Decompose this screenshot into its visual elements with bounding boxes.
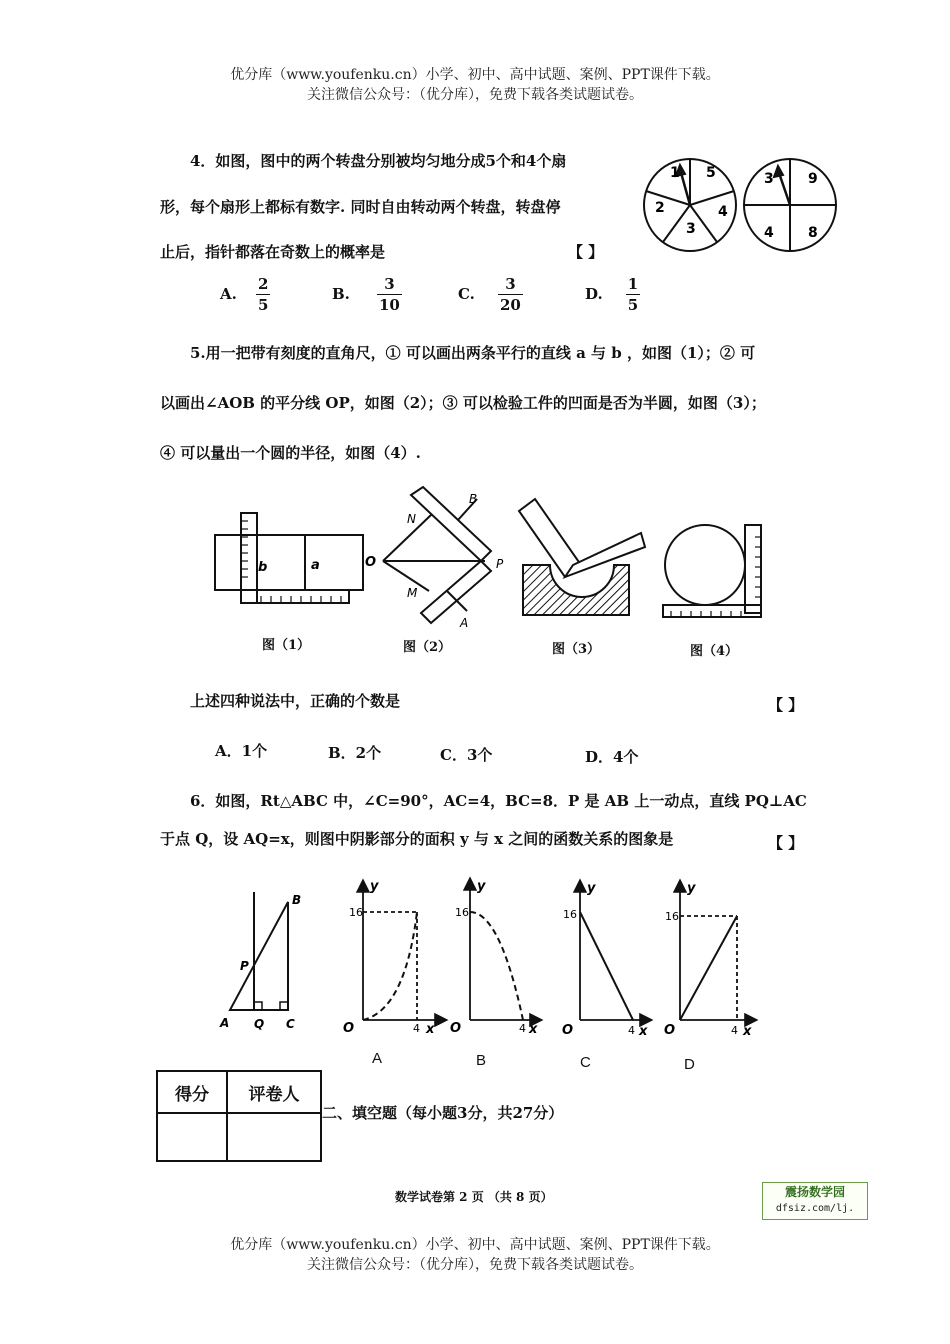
fig4-caption: 图（4） [690, 644, 739, 659]
option-label: C. [458, 285, 475, 303]
graph-b [470, 880, 540, 1020]
fig2-label-n: N [407, 512, 416, 526]
q4-option-d [585, 274, 640, 315]
graph-d-y-value: 16 [665, 910, 679, 923]
graph-a-x-label: x [426, 1022, 435, 1037]
graph-c-origin: O [562, 1023, 574, 1038]
fraction-numerator: 1 [627, 275, 639, 293]
graph-a [363, 882, 445, 1020]
q5-line-2: 以画出∠AOB 的平分线 OP，如图（2）；③ 可以检验工件的凹面是否为半圆，如图（3）； [160, 394, 766, 412]
graph-b-x-label: x [529, 1022, 538, 1037]
grader-cell[interactable] [227, 1113, 321, 1161]
fraction-denominator: 20 [500, 296, 521, 314]
score-header: 得分 [157, 1071, 227, 1113]
q6-answer-bracket: 【 】 [768, 834, 804, 852]
fraction-denominator: 5 [257, 296, 269, 314]
fig2-label-b: B [469, 492, 478, 506]
q5-question: 上述四种说法中，正确的个数是 [190, 692, 401, 710]
spinner1-sector-label: 1 [670, 165, 680, 181]
tri-label-b: B [292, 893, 302, 907]
option-label: D. [585, 285, 603, 303]
graph-c-x-value: 4 [628, 1024, 635, 1037]
graph-c-y-label: y [587, 881, 596, 896]
footer-line-1: 优分库（www.youfenku.cn）小学、初中、高中试题、案例、PPT课件下载。 [230, 1237, 720, 1253]
fraction-numerator: 3 [377, 274, 402, 295]
fraction [626, 274, 640, 315]
graph-b-origin: O [450, 1021, 462, 1036]
q5-figures [205, 485, 775, 635]
fraction [498, 274, 523, 315]
q4-answer-bracket: 【 】 [568, 243, 604, 261]
header-line-2: 关注微信公众号：（优分库），免费下载各类试题试卷。 [307, 87, 643, 103]
fraction-denominator: 5 [627, 296, 639, 314]
fig2-label-o: O [365, 555, 377, 570]
graph-a-x-value: 4 [413, 1022, 420, 1035]
q4-option-c [458, 274, 523, 315]
fig2-angle-bisector [383, 487, 491, 623]
fig3-caption: 图（3） [552, 642, 601, 657]
fig2-caption: 图（2） [403, 640, 452, 655]
graph-d-y-label: y [687, 881, 696, 896]
graph-label-d: D [684, 1056, 695, 1073]
graph-a-y-value: 16 [349, 906, 363, 919]
q5-line-3: ④ 可以量出一个圆的半径，如图（4）. [160, 444, 421, 462]
spinner1-sector-label: 4 [718, 204, 728, 220]
fraction-numerator: 2 [257, 275, 269, 293]
graph-label-b: B [476, 1052, 487, 1069]
spinner1-sector-label: 5 [706, 165, 716, 181]
tri-label-q: Q [254, 1017, 265, 1031]
q5-option-d: D．4个 [585, 748, 639, 766]
spinner1-sector-label: 3 [686, 221, 696, 237]
graph-a-y-label: y [370, 879, 379, 894]
q4-line-1: 4．如图，图中的两个转盘分别被均匀地分成5个和4个扇 [190, 152, 567, 170]
fraction-numerator: 3 [498, 274, 523, 295]
graph-c [580, 882, 650, 1020]
tri-label-p: P [240, 959, 249, 973]
fraction-denominator: 10 [379, 296, 400, 314]
graph-c-x-label: x [639, 1024, 648, 1039]
q5-option-a: A．1个 [215, 742, 268, 760]
graph-b-y-value: 16 [455, 906, 469, 919]
q6-triangle-figure [210, 890, 310, 1035]
graph-label-c: C [580, 1054, 591, 1071]
graph-d-x-value: 4 [731, 1024, 738, 1037]
grader-header: 评卷人 [227, 1071, 321, 1113]
q5-option-b: B．2个 [328, 744, 382, 762]
q5-answer-bracket: 【 】 [768, 696, 804, 714]
q4-option-b [332, 274, 402, 315]
spinner-figure [640, 145, 840, 270]
site-logo[interactable] [762, 1182, 868, 1220]
q6-graphs [335, 870, 765, 1045]
spinner2-sector-label: 3 [764, 171, 774, 187]
score-table [156, 1070, 322, 1162]
footer-line-2: 关注微信公众号：（优分库），免费下载各类试题试卷。 [307, 1257, 643, 1273]
fraction [377, 274, 402, 315]
tri-label-a: A [220, 1016, 230, 1030]
fig1-label-b: b [258, 560, 268, 575]
q4-line-2: 形，每个扇形上都标有数字. 同时自由转动两个转盘，转盘停 [160, 198, 561, 216]
header-line-1: 优分库（www.youfenku.cn）小学、初中、高中试题、案例、PPT课件下载。 [230, 67, 720, 83]
q4-option-a [220, 274, 270, 315]
page-number: 数学试卷第 2 页 （共 8 页） [395, 1190, 553, 1204]
section-2-title: 二、填空题（每小题3分，共27分） [322, 1104, 564, 1122]
graph-b-y-label: y [477, 879, 486, 894]
graph-d [680, 882, 755, 1020]
graph-label-a: A [372, 1050, 383, 1067]
q5-line-1: 5.用一把带有刻度的直角尺，① 可以画出两条平行的直线 a 与 b ，如图（1）；② 可 [190, 344, 756, 362]
option-label: A. [220, 285, 237, 303]
q5-option-c: C．3个 [440, 746, 493, 764]
fraction [256, 274, 270, 315]
q4-line-3: 止后，指针都落在奇数上的概率是 [160, 243, 386, 261]
option-label: B. [332, 285, 350, 303]
graph-c-y-value: 16 [563, 908, 577, 921]
graph-b-x-value: 4 [519, 1022, 526, 1035]
fig4-radius-measure [663, 525, 761, 617]
fig2-label-a: A [460, 616, 469, 630]
logo-url: dfsiz.com/lj. [775, 1203, 855, 1214]
spinner1-sector-label: 2 [655, 200, 665, 216]
fig3-semicircle-check [519, 499, 645, 615]
score-cell[interactable] [157, 1113, 227, 1161]
spinner2-sector-label: 9 [808, 171, 818, 187]
fig2-label-p: P [496, 557, 504, 571]
fig2-label-m: M [407, 586, 418, 600]
spinner2-sector-label: 8 [808, 225, 818, 241]
fig1-caption: 图（1） [262, 638, 311, 653]
graph-d-x-label: x [743, 1024, 752, 1039]
q6-line-1: 6．如图，Rt△ABC 中，∠C=90°，AC=4，BC=8．P 是 AB 上一动点，直线 PQ⊥AC [190, 792, 807, 810]
logo-title: 震扬数学园 [784, 1185, 845, 1199]
q6-line-2: 于点 Q，设 AQ=x，则图中阴影部分的面积 y 与 x 之间的函数关系的图象是 [160, 830, 674, 848]
fig1-parallel-lines [215, 513, 363, 603]
tri-label-c: C [286, 1017, 295, 1031]
graph-a-origin: O [343, 1021, 355, 1036]
fig1-label-a: a [311, 558, 320, 573]
spinner2-sector-label: 4 [764, 225, 774, 241]
spinner-four-sector [744, 159, 836, 251]
graph-d-origin: O [664, 1023, 676, 1038]
